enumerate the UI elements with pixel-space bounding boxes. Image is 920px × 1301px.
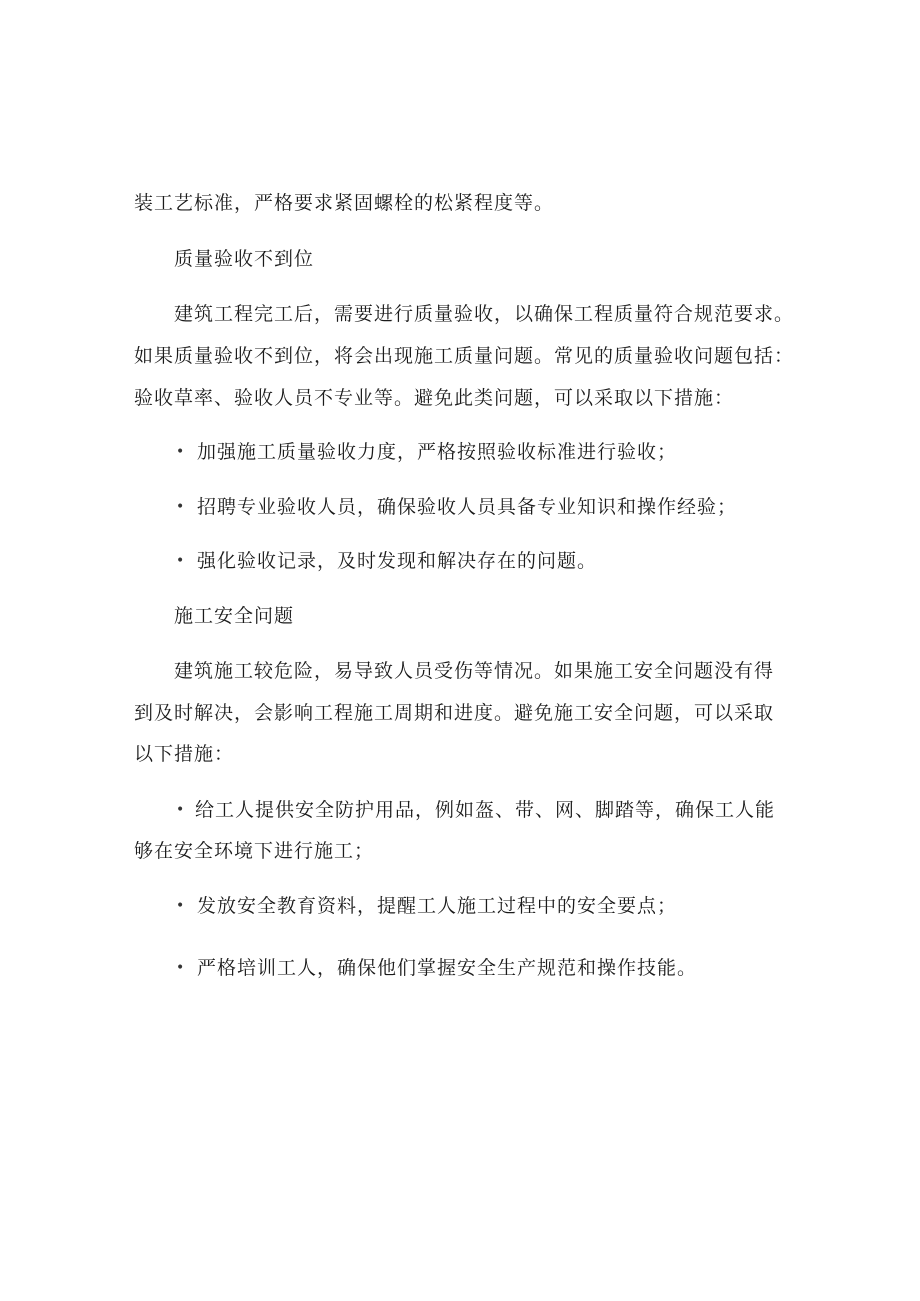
section-heading-quality: 质量验收不到位: [174, 248, 315, 270]
bullet-icon: •: [176, 802, 185, 818]
paragraph-line: 建筑工程完工后，需要进行质量验收，以确保工程质量符合规范要求。: [174, 303, 795, 325]
list-item-quality-3: 强化验收记录，及时发现和解决存在的问题。: [197, 550, 598, 572]
paragraph-line: 到及时解决，会影响工程施工周期和进度。避免施工安全问题，可以采取: [134, 702, 775, 724]
list-item-safety-1-continued: 够在安全环境下进行施工；: [134, 840, 375, 862]
bullet-icon: •: [176, 898, 185, 914]
list-item-safety-1: 给工人提供安全防护用品，例如盔、带、网、脚踏等，确保工人能: [195, 799, 776, 821]
bullet-icon: •: [176, 960, 185, 976]
list-item-quality-1: 加强施工质量验收力度，严格按照验收标准进行验收；: [197, 441, 678, 463]
section-heading-safety: 施工安全问题: [174, 605, 295, 627]
intro-text-line: 装工艺标准，严格要求紧固螺栓的松紧程度等。: [134, 192, 555, 214]
bullet-icon: •: [176, 444, 185, 460]
list-item-safety-3: 严格培训工人，确保他们掌握安全生产规范和操作技能。: [197, 957, 698, 979]
paragraph-line: 验收草率、验收人员不专业等。避免此类问题，可以采取以下措施：: [134, 387, 735, 409]
list-item-safety-2: 发放安全教育资料，提醒工人施工过程中的安全要点；: [197, 895, 678, 917]
paragraph-line: 如果质量验收不到位，将会出现施工质量问题。常见的质量验收问题包括：: [134, 345, 795, 367]
paragraph-line: 建筑施工较危险，易导致人员受伤等情况。如果施工安全问题没有得: [174, 660, 775, 682]
paragraph-line: 以下措施：: [134, 743, 235, 765]
bullet-icon: •: [176, 499, 185, 515]
list-item-quality-2: 招聘专业验收人员，确保验收人员具备专业知识和操作经验；: [197, 496, 738, 518]
bullet-icon: •: [176, 553, 185, 569]
